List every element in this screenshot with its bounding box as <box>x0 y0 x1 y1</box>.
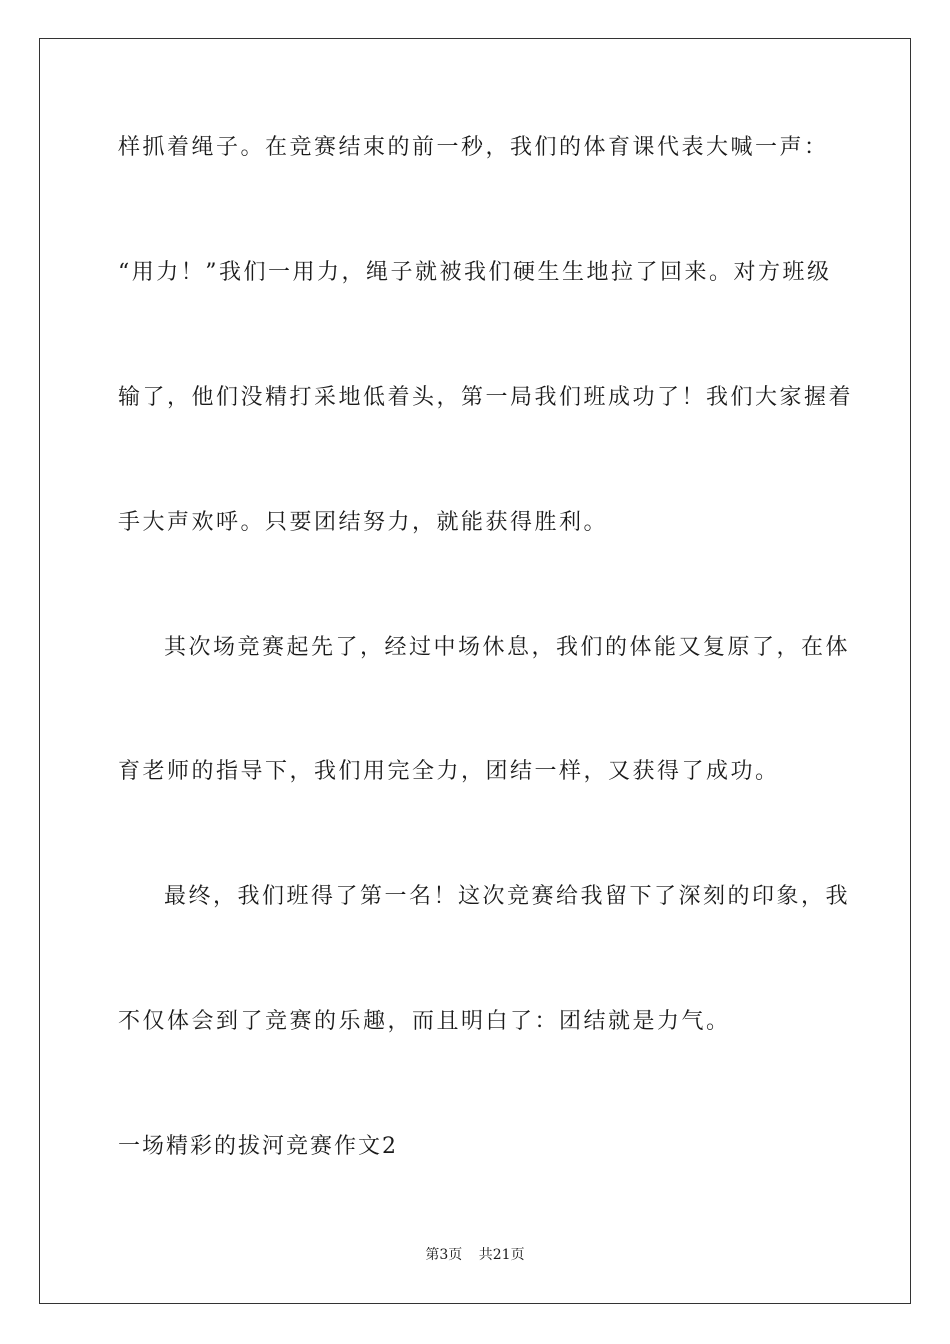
section-heading: 一场精彩的拔河竞赛作文2 <box>118 1134 398 1159</box>
paragraph-line-7: 最终，我们班得了第一名！这次竞赛给我留下了深刻的印象，我 <box>164 884 851 909</box>
paragraph-line-1: 样抓着绳子。在竞赛结束的前一秒，我们的体育课代表大喊一声： <box>118 135 829 160</box>
paragraph-line-5: 其次场竞赛起先了，经过中场休息，我们的体能又复原了，在体 <box>164 635 851 660</box>
page-number: 第3页 <box>425 1247 463 1263</box>
page-border <box>39 38 911 1304</box>
paragraph-line-2: “用力！”我们一用力，绳子就被我们硬生生地拉了回来。对方班级 <box>118 260 832 285</box>
paragraph-line-4: 手大声欢呼。只要团结努力，就能获得胜利。 <box>118 510 609 535</box>
page-footer <box>0 1245 950 1265</box>
paragraph-line-6: 育老师的指导下，我们用完全力，团结一样，又获得了成功。 <box>118 759 780 784</box>
page-total: 共21页 <box>478 1247 525 1263</box>
paragraph-line-3: 输了，他们没精打采地低着头，第一局我们班成功了！我们大家握着 <box>118 385 854 410</box>
paragraph-line-8: 不仅体会到了竞赛的乐趣，而且明白了：团结就是力气。 <box>118 1009 731 1034</box>
